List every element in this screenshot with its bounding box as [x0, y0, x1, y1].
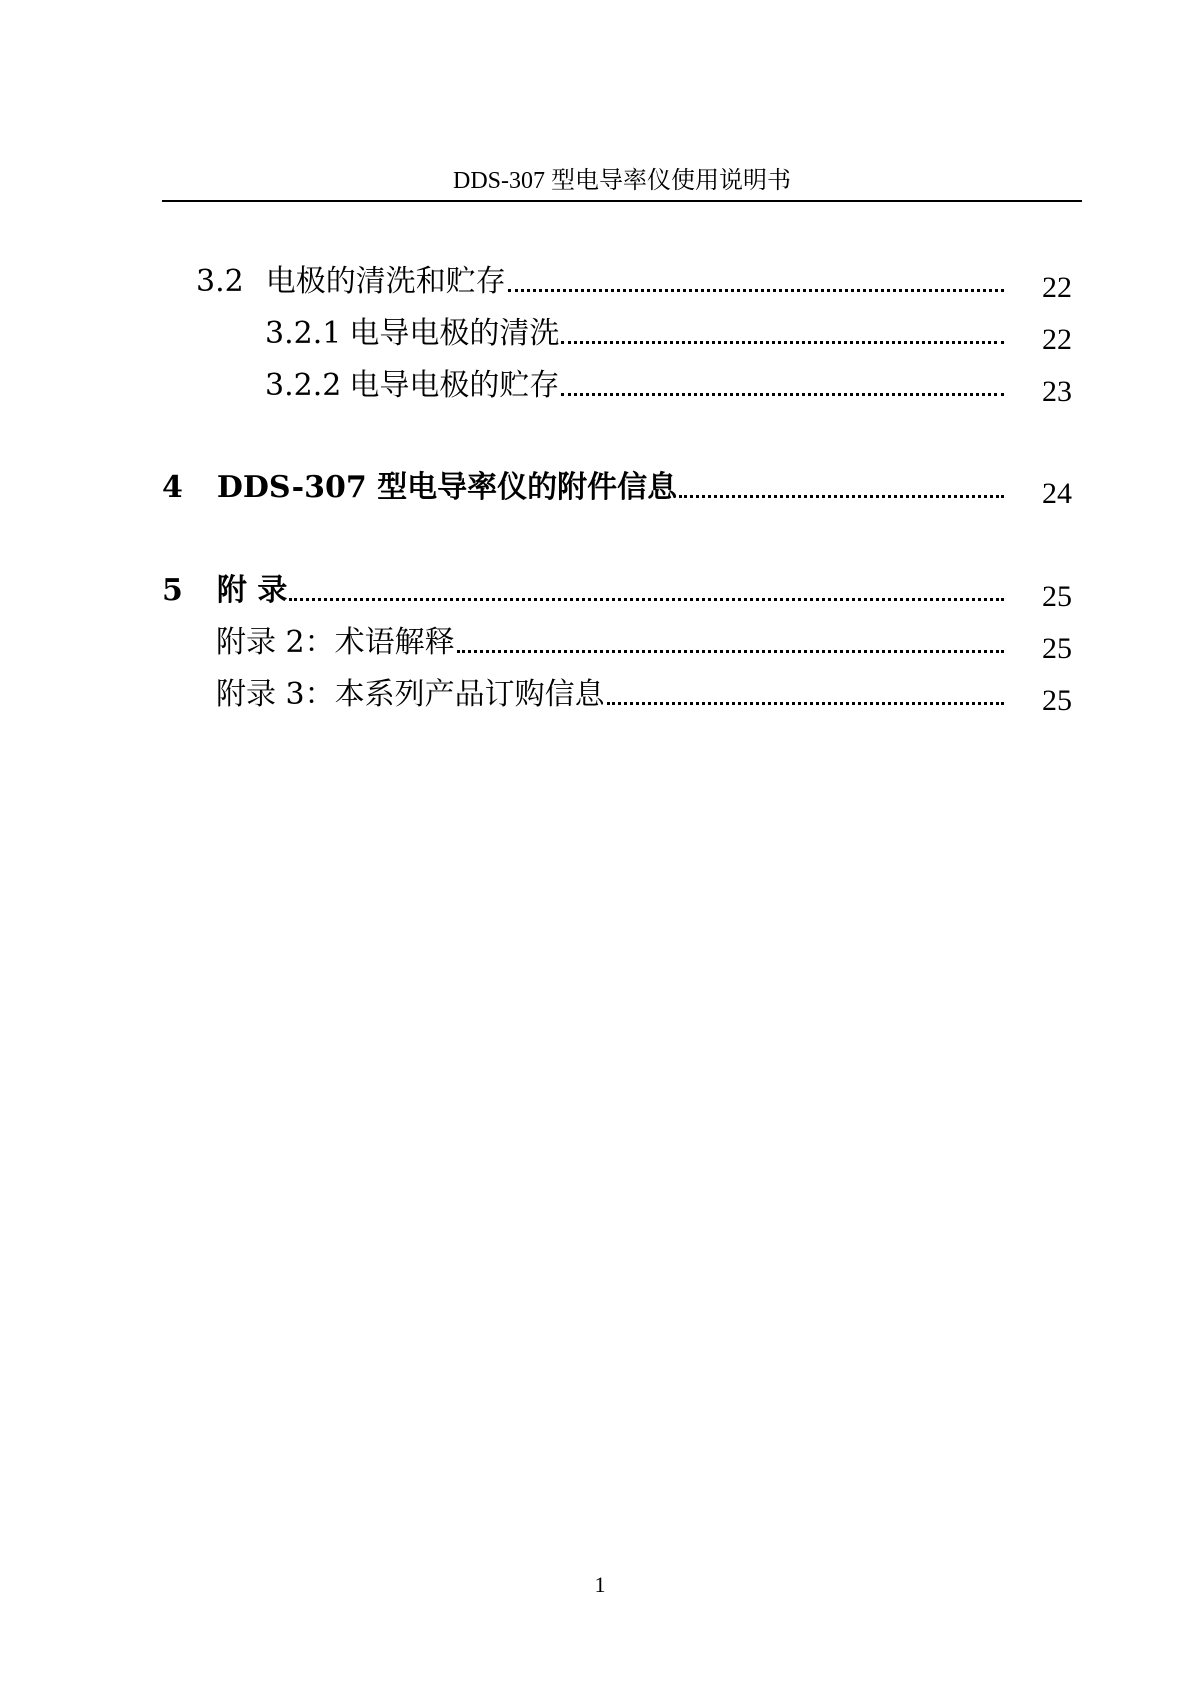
page-number: 1	[594, 1572, 606, 1597]
toc-entry-title: 附 录	[216, 573, 288, 608]
toc-dot-leader	[561, 393, 1004, 396]
toc-entry-number: 3.2	[196, 264, 244, 299]
document-header-title: DDS-307 型电导率仪使用说明书	[452, 168, 791, 194]
toc-entry-3-2-1[interactable]	[265, 312, 1072, 356]
toc-entry-page: 25	[1042, 684, 1072, 717]
toc-dot-leader	[607, 702, 1004, 705]
toc-dot-leader	[508, 289, 1004, 292]
toc-entry-page: 24	[1042, 477, 1072, 510]
toc-entry-appendix-2[interactable]	[216, 621, 1072, 665]
toc-entry-title: 电导电极的贮存	[349, 368, 560, 403]
toc-entry-label	[216, 625, 455, 661]
toc-entry-label	[196, 264, 506, 300]
toc-entry-label	[162, 470, 677, 506]
header-divider	[162, 200, 1082, 202]
toc-entry-title: 附录 3：本系列产品订购信息	[216, 677, 605, 712]
toc-entry-title: 电导电极的清洗	[349, 316, 560, 351]
toc-entry-number: 4	[162, 470, 183, 505]
toc-dot-leader	[679, 495, 1004, 498]
toc-entry-number: 3.2.1	[265, 316, 342, 351]
toc-dot-leader	[457, 650, 1004, 653]
toc-entry-page: 22	[1042, 271, 1072, 304]
toc-entry-page: 25	[1042, 580, 1072, 613]
toc-entry-label	[216, 677, 605, 713]
toc-entry-page: 25	[1042, 632, 1072, 665]
toc-entry-number: 5	[162, 573, 183, 608]
toc-entry-5[interactable]	[162, 569, 1072, 613]
toc-entry-appendix-3[interactable]	[216, 673, 1072, 717]
toc-entry-title: 附录 2：术语解释	[216, 625, 455, 660]
toc-entry-3-2[interactable]	[196, 260, 1072, 304]
toc-entry-number: 3.2.2	[265, 368, 342, 403]
toc-entry-page: 22	[1042, 323, 1072, 356]
toc-dot-leader	[561, 341, 1004, 344]
toc-entry-label	[265, 316, 559, 352]
toc-entry-page: 23	[1042, 375, 1072, 408]
toc-entry-title: 电极的清洗和贮存	[265, 264, 506, 299]
toc-entry-4[interactable]	[162, 466, 1072, 510]
toc-dot-leader	[289, 598, 1004, 601]
toc-entry-label	[265, 368, 559, 404]
toc-entry-title: DDS-307 型电导率仪的附件信息	[216, 470, 678, 505]
toc-entry-label	[162, 573, 287, 609]
toc-entry-3-2-2[interactable]	[265, 364, 1072, 408]
